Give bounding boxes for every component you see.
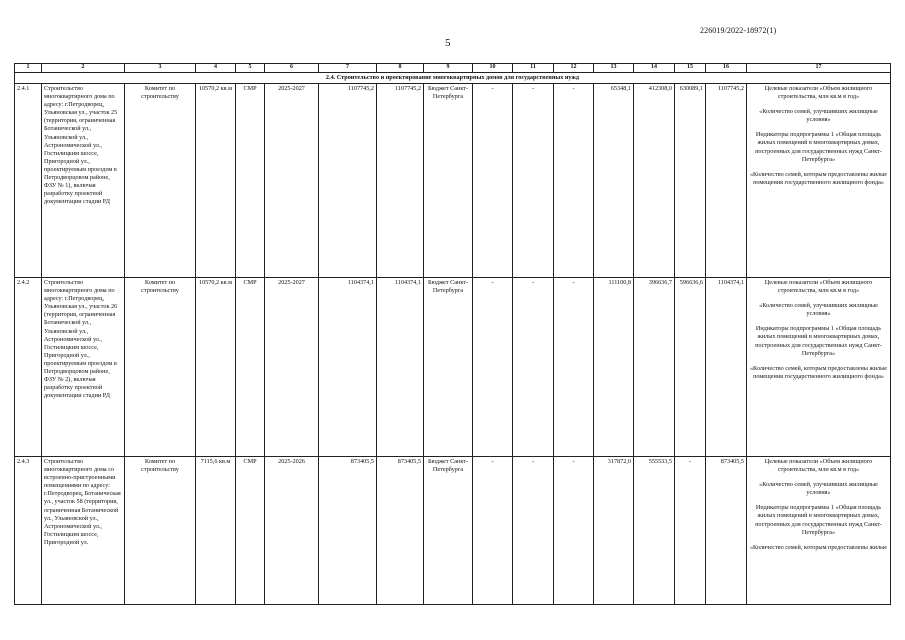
- header-cell: 3: [125, 64, 196, 73]
- row-col10: -: [473, 278, 513, 457]
- row-period: 2025-2026: [265, 457, 319, 605]
- row-total: 1104374,1: [319, 278, 377, 457]
- indicator-text: «Количество семей, улучшивших жилищные условия»: [759, 481, 878, 497]
- row-col15: 596636,6: [675, 278, 706, 457]
- row-col14: 396636,7: [634, 278, 675, 457]
- table-row: [15, 278, 891, 457]
- row-col16: 1104374,1: [706, 278, 747, 457]
- row-number: 2.4.1: [15, 84, 42, 278]
- indicator-text: Индикаторы подпрограммы 1 «Общая площадь жилых помещений в многоквартирных домах, построенных для государственных нужд Санкт-Петербурга»: [755, 504, 882, 536]
- header-cell: 7: [319, 64, 377, 73]
- header-cell: 8: [377, 64, 424, 73]
- row-col16: 1107745,2: [706, 84, 747, 278]
- indicator-text: Индикаторы подпрограммы 1 «Общая площадь жилых помещений в многоквартирных домах, построенных для государственных нужд Санкт-Петербурга»: [755, 325, 882, 357]
- header-cell: 5: [236, 64, 265, 73]
- header-cell: 12: [554, 64, 594, 73]
- row-source: Бюджет Санкт-Петербурга: [424, 457, 473, 605]
- row-col15: 630089,1: [675, 84, 706, 278]
- row-col11: -: [513, 457, 554, 605]
- header-cell: 11: [513, 64, 554, 73]
- row-capacity: 10570,2 кв.м: [196, 84, 236, 278]
- row-total: 873405,5: [319, 457, 377, 605]
- row-indicators: [747, 457, 891, 605]
- row-work-type: СМР: [236, 278, 265, 457]
- row-number: 2.4.3: [15, 457, 42, 605]
- indicator-text: «Количество семей, которым предоставлены жилые помещения государственного жилищного фонда»: [749, 364, 888, 380]
- row-capacity: 7115,6 кв.м: [196, 457, 236, 605]
- row-col12: -: [554, 84, 594, 278]
- row-source: Бюджет Санкт-Петербурга: [424, 278, 473, 457]
- indicator-text: «Количество семей, которым предоставлены жилые помещения государственного жилищного фонда»: [749, 170, 888, 186]
- row-indicators: [747, 278, 891, 457]
- row-col14: 555533,5: [634, 457, 675, 605]
- row-budget-total: 1107745,2: [377, 84, 424, 278]
- row-col12: -: [554, 278, 594, 457]
- indicator-text: Целевые показатели «Объем жилищного строительства, млн кв.м в год»: [764, 279, 873, 295]
- row-col12: -: [554, 457, 594, 605]
- header-cell: 15: [675, 64, 706, 73]
- row-col10: -: [473, 457, 513, 605]
- program-table: [14, 63, 891, 605]
- section-row: [15, 73, 891, 84]
- row-col15: -: [675, 457, 706, 605]
- row-period: 2025-2027: [265, 84, 319, 278]
- header-cell: 17: [747, 64, 891, 73]
- row-total: 1107745,2: [319, 84, 377, 278]
- indicator-text: «Количество семей, которым предоставлены жилые: [749, 543, 888, 551]
- row-description: Строительство многоквартирного дома по адресу: г.Петродворец, Ульяновская ул., участок 25 (территория, ограниченная Ботанической ул., Ульяновской ул., Астрономической ул., Гостилицким шоссе, Пригородной ул., проектируемым проездом в Петродворцовом районе, ФЗУ № 1), включая разработку проектной документации стадии РД: [42, 84, 125, 278]
- header-cell: 14: [634, 64, 675, 73]
- row-col11: -: [513, 84, 554, 278]
- header-cell: 2: [42, 64, 125, 73]
- header-cell: 4: [196, 64, 236, 73]
- header-row: [15, 64, 891, 73]
- row-col10: -: [473, 84, 513, 278]
- page-number: 5: [445, 37, 451, 49]
- row-col13: 111100,8: [594, 278, 634, 457]
- row-budget-total: 1104374,1: [377, 278, 424, 457]
- row-budget-total: 873405,5: [377, 457, 424, 605]
- header-cell: 13: [594, 64, 634, 73]
- row-work-type: СМР: [236, 457, 265, 605]
- indicator-text: «Количество семей, улучшивших жилищные условия»: [759, 302, 878, 318]
- row-col16: 873405,5: [706, 457, 747, 605]
- row-executor: Комитет по строительству: [125, 457, 196, 605]
- row-source: Бюджет Санкт-Петербурга: [424, 84, 473, 278]
- indicator-text: Целевые показатели «Объем жилищного строительства, млн кв.м в год»: [764, 458, 873, 474]
- indicator-text: «Количество семей, улучшивших жилищные условия»: [759, 108, 878, 124]
- header-cell: 1: [15, 64, 42, 73]
- row-col11: -: [513, 278, 554, 457]
- indicator-text: Целевые показатели «Объем жилищного строительства, млн кв.м в год»: [764, 85, 873, 101]
- header-cell: 16: [706, 64, 747, 73]
- row-col13: 317872,0: [594, 457, 634, 605]
- table-row: [15, 457, 891, 605]
- header-cell: 6: [265, 64, 319, 73]
- row-capacity: 10570,2 кв.м: [196, 278, 236, 457]
- row-executor: Комитет по строительству: [125, 278, 196, 457]
- row-work-type: СМР: [236, 84, 265, 278]
- row-period: 2025-2027: [265, 278, 319, 457]
- row-col14: 412308,0: [634, 84, 675, 278]
- section-title: 2.4. Строительство и проектирование многоквартирных домов для государственных нужд: [15, 73, 891, 84]
- row-description: Строительство многоквартирного дома со встроенно-пристроенными помещениями по адресу: г.Петродворец, Ботаническая ул., участок 58 (территория, ограниченная Ботанической ул., Ульяновской ул., Астрономической ул., Гостилицким шоссе, Пригородной ул.: [42, 457, 125, 605]
- row-description: Строительство многоквартирного дома по адресу: г.Петродворец, Ульяновская ул., участок 26 (территория, ограниченная Ботанической ул., Ульяновской ул., Астрономической ул., Гостилицким шоссе, Пригородной ул., проектируемым проездом в Петродворцовом районе, ФЗУ № 2), включая разработку проектной документации стадии РД: [42, 278, 125, 457]
- document-number: 226019/2022-18972(1): [700, 26, 777, 35]
- row-col13: 65348,1: [594, 84, 634, 278]
- row-indicators: [747, 84, 891, 278]
- indicator-text: Индикаторы подпрограммы 1 «Общая площадь жилых помещений в многоквартирных домах, построенных для государственных нужд Санкт-Петербурга»: [755, 131, 882, 163]
- header-cell: 9: [424, 64, 473, 73]
- row-executor: Комитет по строительству: [125, 84, 196, 278]
- header-cell: 10: [473, 64, 513, 73]
- row-number: 2.4.2: [15, 278, 42, 457]
- table-row: [15, 84, 891, 278]
